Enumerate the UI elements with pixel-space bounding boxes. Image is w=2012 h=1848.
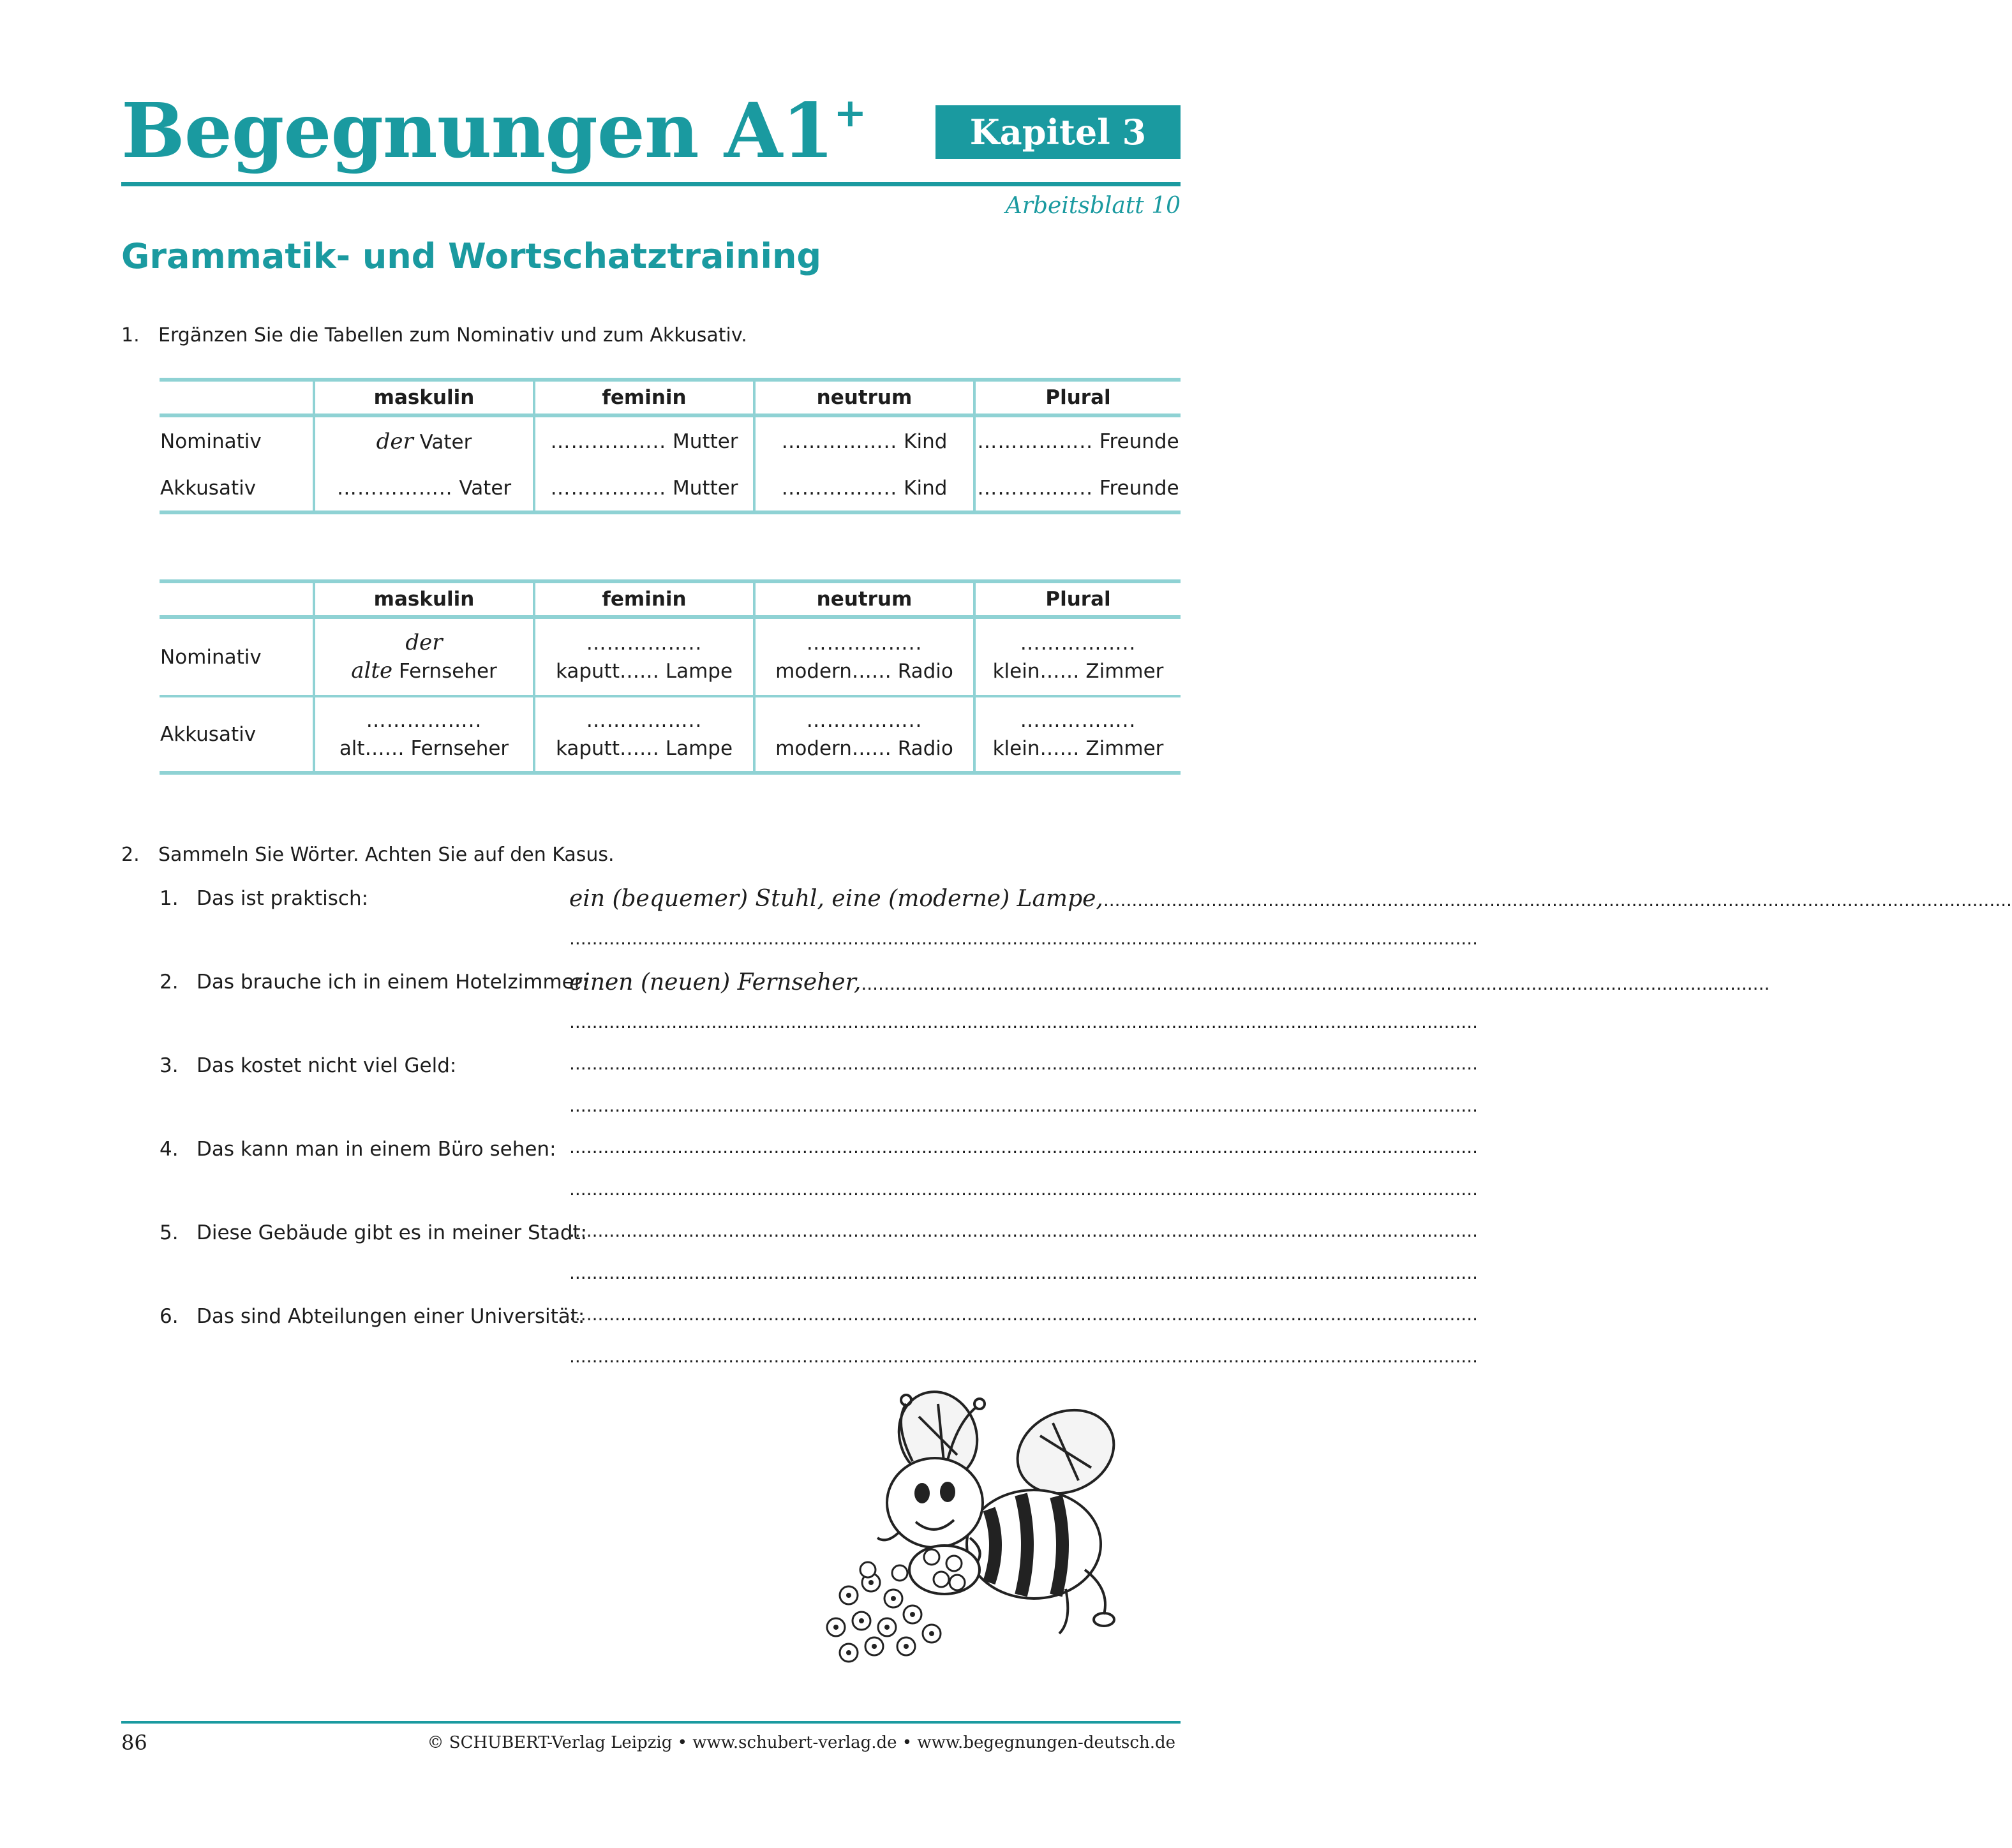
question-5: 5. Diese Gebäude gibt es in meiner Stadt:: [160, 1221, 588, 1244]
table-cell: …………….. Kind: [754, 465, 974, 512]
header-plural: Plural: [974, 581, 1181, 617]
answer-line: ................................................................................................................................................................: [569, 1346, 1479, 1367]
footer-divider: [121, 1721, 1181, 1724]
answer-line: ................................................................................................................................................................: [569, 1136, 1479, 1158]
bee-illustration: [810, 1378, 1181, 1672]
table-cell: der Vater: [314, 415, 534, 465]
table-cell: …………….. Freunde: [974, 465, 1181, 512]
answer-line: ................................................................................................................................................................: [569, 1095, 1479, 1116]
answer-line: ................................................................................................................................................................: [569, 1179, 1479, 1200]
question-4: 4. Das kann man in einem Büro sehen:: [160, 1138, 556, 1161]
table-cell: …………….. Vater: [314, 465, 534, 512]
answer-line: ................................................................................................................................................................: [569, 1053, 1479, 1074]
header-feminin: feminin: [534, 581, 754, 617]
table-cell: …………….. Mutter: [534, 465, 754, 512]
table-cell: …………….. klein…… Zimmer: [974, 696, 1181, 773]
table-cell: …………….. alt…… Fernseher: [314, 696, 534, 773]
answer-line: einen (neuen) Fernseher,................................................................................................................................................................: [569, 969, 1770, 995]
table-cell: der alte Fernseher: [314, 617, 534, 696]
answer-line: ................................................................................................................................................................: [569, 928, 1479, 949]
task-2-instruction: 2. Sammeln Sie Wörter. Achten Sie auf den Kasus.: [121, 844, 615, 866]
table-cell: …………….. kaputt…… Lampe: [534, 696, 754, 773]
header-empty: [160, 380, 314, 415]
table-cell: …………….. Mutter: [534, 415, 754, 465]
header-neutrum: neutrum: [754, 581, 974, 617]
header-maskulin: maskulin: [314, 581, 534, 617]
row-label: Nominativ: [160, 429, 262, 453]
question-6: 6. Das sind Abteilungen einer Universität:: [160, 1305, 585, 1328]
task-1-instruction: 1. Ergänzen Sie die Tabellen zum Nominativ und zum Akkusativ.: [121, 324, 747, 346]
chapter-badge: Kapitel 3: [935, 105, 1181, 159]
table-cell: …………….. Freunde: [974, 415, 1181, 465]
header-maskulin: maskulin: [314, 380, 534, 415]
question-2: 2. Das brauche ich in einem Hotelzimmer:: [160, 971, 589, 994]
page-title: Begegnungen A1+: [121, 86, 867, 175]
header-neutrum: neutrum: [754, 380, 974, 415]
table-nominativ-akkusativ: [160, 378, 1181, 514]
header-feminin: feminin: [534, 380, 754, 415]
header-plural: Plural: [974, 380, 1181, 415]
answer-line: ................................................................................................................................................................: [569, 1262, 1479, 1283]
header-empty: [160, 581, 314, 617]
table-cell: …………….. kaputt…… Lampe: [534, 617, 754, 696]
table-cell: …………….. modern…… Radio: [754, 617, 974, 696]
table-cell: …………….. Kind: [754, 415, 974, 465]
answer-line: ein (bequemer) Stuhl, eine (moderne) Lampe,................................................................................................................................................................: [569, 886, 2012, 912]
table-adjective-endings: [160, 579, 1181, 775]
question-3: 3. Das kostet nicht viel Geld:: [160, 1054, 457, 1077]
question-1: 1. Das ist praktisch:: [160, 887, 369, 910]
header-divider: [121, 182, 1181, 186]
answer-line: ................................................................................................................................................................: [569, 1220, 1479, 1241]
worksheet-label: Arbeitsblatt 10: [1005, 193, 1181, 219]
section-title: Grammatik- und Wortschatztraining: [121, 236, 822, 276]
row-label: Akkusativ: [160, 696, 314, 773]
table-cell: …………….. modern…… Radio: [754, 696, 974, 773]
row-label: Akkusativ: [160, 465, 314, 512]
footer-credits: © SCHUBERT-Verlag Leipzig • www.schubert-verlag.de • www.begegnungen-deutsch.de: [427, 1733, 1175, 1752]
page-number: 86: [121, 1731, 147, 1755]
table-cell: …………….. klein…… Zimmer: [974, 617, 1181, 696]
answer-line: ................................................................................................................................................................: [569, 1304, 1479, 1325]
answer-line: ................................................................................................................................................................: [569, 1011, 1479, 1032]
row-label: Nominativ: [160, 617, 314, 696]
